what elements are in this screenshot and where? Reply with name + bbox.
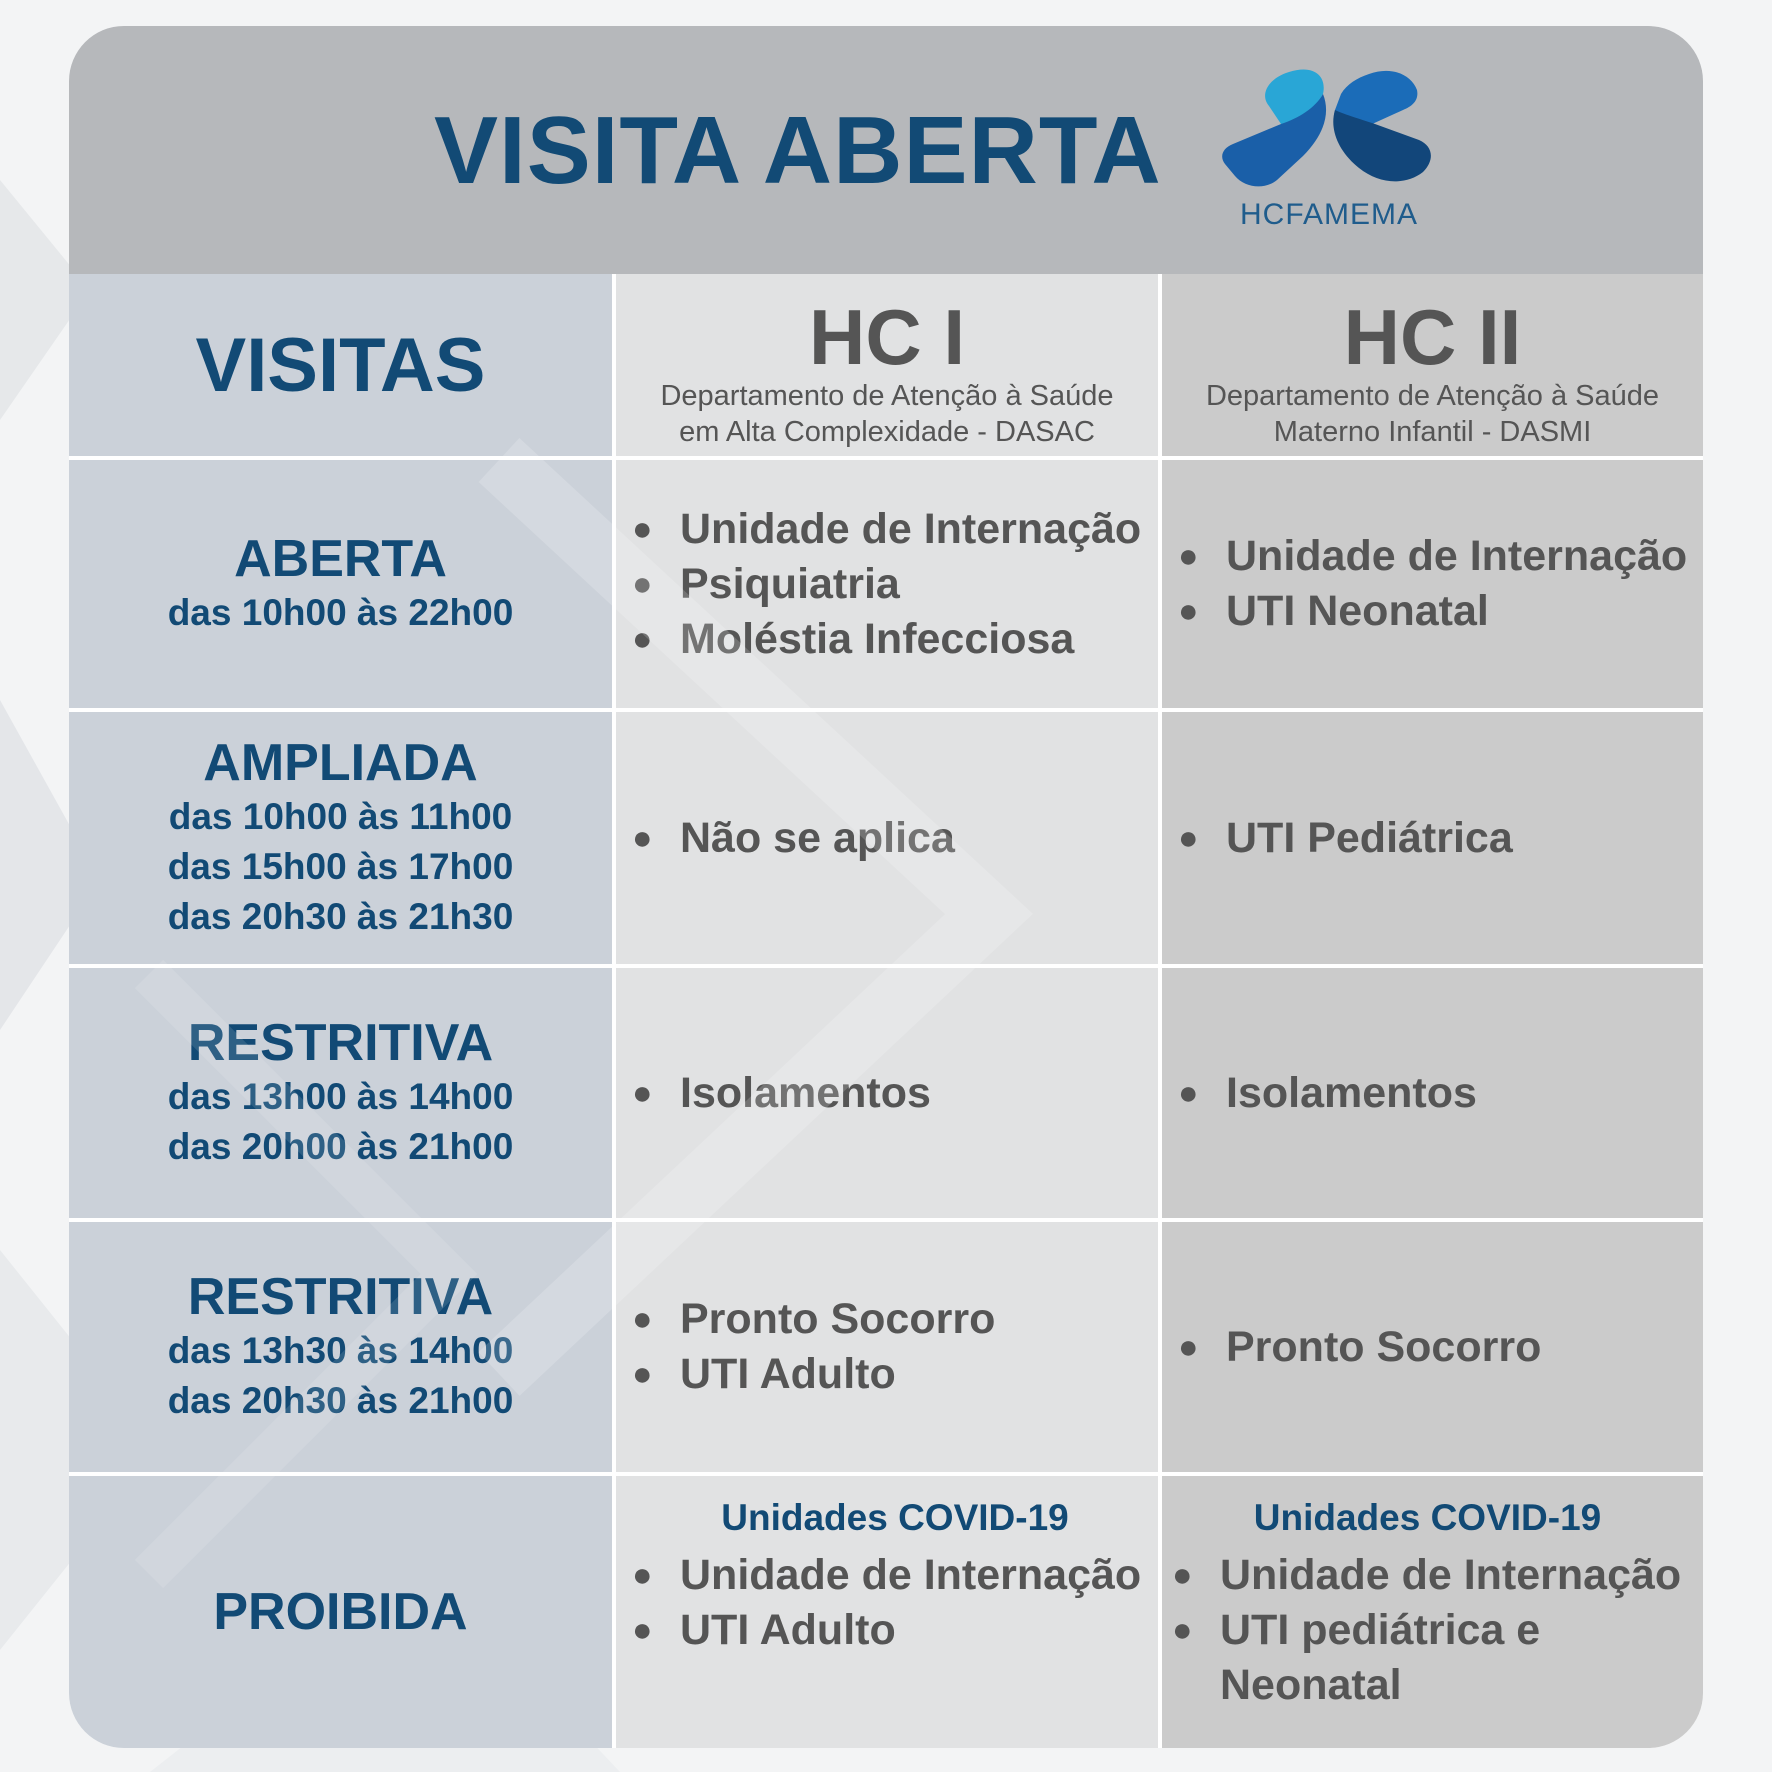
bullet-icon: ●: [1178, 1073, 1199, 1112]
list-item: ● Moléstia Infecciosa: [632, 612, 1158, 667]
unit-list: [616, 1222, 1158, 1472]
type-time: das 13h30 às 14h00: [167, 1330, 514, 1371]
unit-list: [616, 460, 1158, 708]
hc1-cell-restritiva-2: [616, 1222, 1158, 1472]
hcfamema-logo-icon: [1219, 64, 1439, 189]
hc1-name: HC I: [809, 293, 965, 381]
unit-list: [1162, 1476, 1703, 1748]
hc1-cell-restritiva-1: [616, 968, 1158, 1218]
hc1-department: [616, 378, 1158, 450]
list-item: ● Isolamentos: [632, 1066, 1158, 1121]
hc1-dept-line2: em Alta Complexidade - DASAC: [679, 416, 1095, 448]
type-name: RESTRITIVA: [187, 1268, 494, 1326]
list-item: ● UTI Neonatal: [1178, 584, 1703, 639]
bullet-icon: ●: [1178, 818, 1199, 857]
bullet-icon: ●: [1172, 1611, 1193, 1649]
list-item: ● Unidade de Internação: [632, 1548, 1158, 1603]
list-item: ● Unidade de Internação: [1178, 529, 1703, 584]
type-cell-restritiva-2: [69, 1222, 612, 1472]
schedule-card: [69, 26, 1703, 1748]
hc2-cell-ampliada: [1162, 712, 1703, 964]
unit-list: [1162, 968, 1703, 1218]
hc2-name: HC II: [1343, 293, 1522, 381]
bullet-icon: ●: [632, 1073, 653, 1112]
hc2-cell-proibida: [1162, 1476, 1703, 1748]
hc2-department: [1162, 378, 1703, 450]
type-time: das 20h00 às 21h00: [167, 1126, 514, 1167]
visitas-label: VISITAS: [195, 322, 486, 408]
corner-cell: [69, 274, 612, 456]
type-cell-proibida: [69, 1476, 612, 1748]
unit-list: [1162, 712, 1703, 964]
bullet-icon: ●: [632, 1300, 653, 1338]
hc1-dept-line1: Departamento de Atenção à Saúde: [660, 380, 1114, 412]
unit-list: [616, 1476, 1158, 1748]
type-cell-restritiva-1: [69, 968, 612, 1218]
type-name: PROIBIDA: [213, 1583, 468, 1641]
header-banner: [69, 26, 1703, 274]
bullet-icon: ●: [632, 564, 653, 603]
list-item: ● Psiquiatria: [632, 557, 1158, 612]
hc2-header-cell: [1162, 274, 1703, 456]
covid-units-title: Unidades COVID-19: [721, 1497, 1069, 1538]
bullet-icon: ●: [632, 1611, 653, 1649]
hc1-cell-proibida: [616, 1476, 1158, 1748]
type-name: RESTRITIVA: [187, 1014, 494, 1072]
list-item: ● Unidade de Internação: [632, 502, 1158, 557]
hc2-dept-line2: Materno Infantil - DASMI: [1273, 416, 1592, 448]
bullet-icon: ●: [1172, 1556, 1193, 1594]
type-time: das 20h30 às 21h30: [167, 896, 514, 937]
list-item: ● UTI Pediátrica: [1178, 811, 1703, 866]
bullet-icon: ●: [632, 1556, 653, 1594]
hc2-cell-restritiva-1: [1162, 968, 1703, 1218]
hc2-cell-aberta: [1162, 460, 1703, 708]
page-title: VISITA ABERTA: [434, 97, 1162, 204]
unit-list: [616, 712, 1158, 964]
type-name: AMPLIADA: [203, 734, 478, 792]
type-name: ABERTA: [234, 530, 447, 588]
hc2-dept-line1: Departamento de Atenção à Saúde: [1205, 380, 1660, 412]
hc2-cell-restritiva-2: [1162, 1222, 1703, 1472]
bullet-icon: ●: [632, 1355, 653, 1393]
list-item: ● Isolamentos: [1178, 1066, 1703, 1121]
type-time: das 13h00 às 14h00: [167, 1076, 514, 1117]
unit-list: [616, 968, 1158, 1218]
visits-table: [69, 274, 1703, 1748]
type-time: das 15h00 às 17h00: [167, 846, 514, 887]
list-item: ● UTI pediátrica e Neonatal: [1172, 1603, 1683, 1713]
list-item: ● Unidade de Internação: [1172, 1548, 1683, 1603]
hc1-header-cell: [616, 274, 1158, 456]
bullet-icon: ●: [1178, 592, 1199, 630]
covid-units-title: Unidades COVID-19: [1253, 1497, 1602, 1538]
type-time: das 10h00 às 22h00: [167, 592, 514, 633]
bullet-icon: ●: [632, 509, 653, 548]
bullet-icon: ●: [1178, 537, 1199, 575]
hc1-cell-aberta: [616, 460, 1158, 708]
type-cell-aberta: [69, 460, 612, 708]
hc1-cell-ampliada: [616, 712, 1158, 964]
logo-text: HCFAMEMA: [1239, 198, 1418, 231]
type-time: das 20h30 às 21h00: [167, 1380, 514, 1421]
bullet-icon: ●: [1178, 1327, 1199, 1366]
type-time: das 10h00 às 11h00: [168, 796, 513, 837]
unit-list: [1162, 460, 1703, 708]
list-item: ● UTI Adulto: [632, 1603, 1158, 1658]
bullet-icon: ●: [632, 619, 653, 658]
type-cell-ampliada: [69, 712, 612, 964]
bullet-icon: ●: [632, 818, 653, 857]
list-item: ● Não se aplica: [632, 811, 1158, 866]
list-item: ● Pronto Socorro: [632, 1292, 1158, 1347]
list-item: ● Pronto Socorro: [1178, 1320, 1703, 1375]
unit-list: [1162, 1222, 1703, 1472]
list-item: ● UTI Adulto: [632, 1347, 1158, 1402]
